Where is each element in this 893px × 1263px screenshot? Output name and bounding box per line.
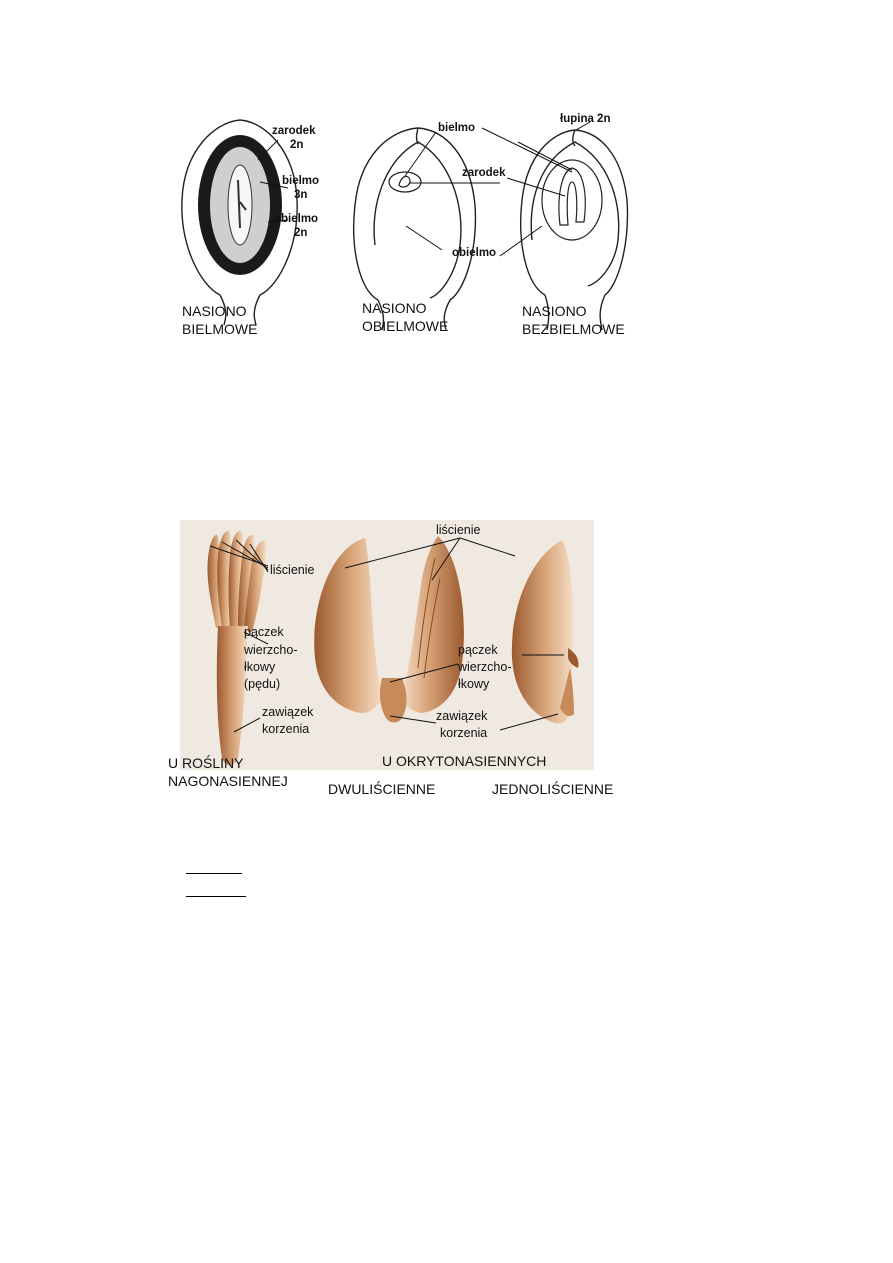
label-obielmo-1-ploidy: 2n [294, 227, 308, 239]
label-zarodek-2: zarodek [462, 167, 506, 179]
label-liscienie-nago: liścienie [270, 563, 315, 577]
label-paczek-nago-3: łkowy [244, 660, 276, 674]
caption-bezbielmowe-2: BEZBIELMOWE [522, 321, 625, 337]
caption-bezbielmowe-1: NASIONO [522, 303, 587, 319]
label-bielmo-2: bielmo [438, 122, 476, 134]
caption-okryto: U OKRYTONASIENNYCH [382, 753, 547, 769]
seed-bezbielmowe-drawing [482, 122, 627, 330]
caption-nago-1: U ROŚLINY [168, 755, 244, 771]
seed-types-figure [160, 110, 660, 350]
caption-obielmowe-1: NASIONO [362, 300, 427, 316]
caption-obielmowe-2: OBIELMOWE [362, 318, 449, 334]
divider-rule-1 [186, 873, 242, 874]
label-paczek-okryto-3: łkowy [458, 677, 490, 691]
label-obielmo-1: obielmo [274, 213, 319, 225]
label-zawiazek-okryto-1: zawiązek [436, 709, 488, 723]
embryo-figure [160, 518, 630, 803]
caption-jedno: JEDNOLIŚCIENNE [492, 781, 614, 797]
caption-nago-2: NAGONASIENNEJ [168, 773, 288, 789]
label-zawiazek-nago-2: korzenia [262, 722, 310, 736]
label-paczek-nago-2: wierzcho- [244, 643, 298, 657]
caption-bielmowe-2: BIELMOWE [182, 321, 258, 337]
label-bielmo-1-ploidy: 3n [294, 189, 308, 201]
label-zarodek-1: zarodek [272, 125, 316, 137]
label-zawiazek-nago-1: zawiązek [262, 705, 314, 719]
label-zawiazek-okryto-2: korzenia [440, 726, 488, 740]
caption-bielmowe-1: NASIONO [182, 303, 247, 319]
label-pedu: (pędu) [244, 677, 281, 691]
label-bielmo-1: bielmo [282, 175, 320, 187]
label-liscienie-okryto: liścienie [436, 523, 481, 537]
label-obielmo-2: obielmo [452, 247, 497, 259]
label-paczek-nago-1: pączek [244, 625, 284, 639]
label-paczek-okryto-2: wierzcho- [458, 660, 512, 674]
label-zarodek-1-ploidy: 2n [290, 139, 304, 151]
divider-rule-2 [186, 896, 246, 897]
label-paczek-okryto-1: pączek [458, 643, 498, 657]
label-lupina: łupina 2n [560, 113, 611, 125]
caption-dwu: DWULIŚCIENNE [328, 781, 436, 797]
